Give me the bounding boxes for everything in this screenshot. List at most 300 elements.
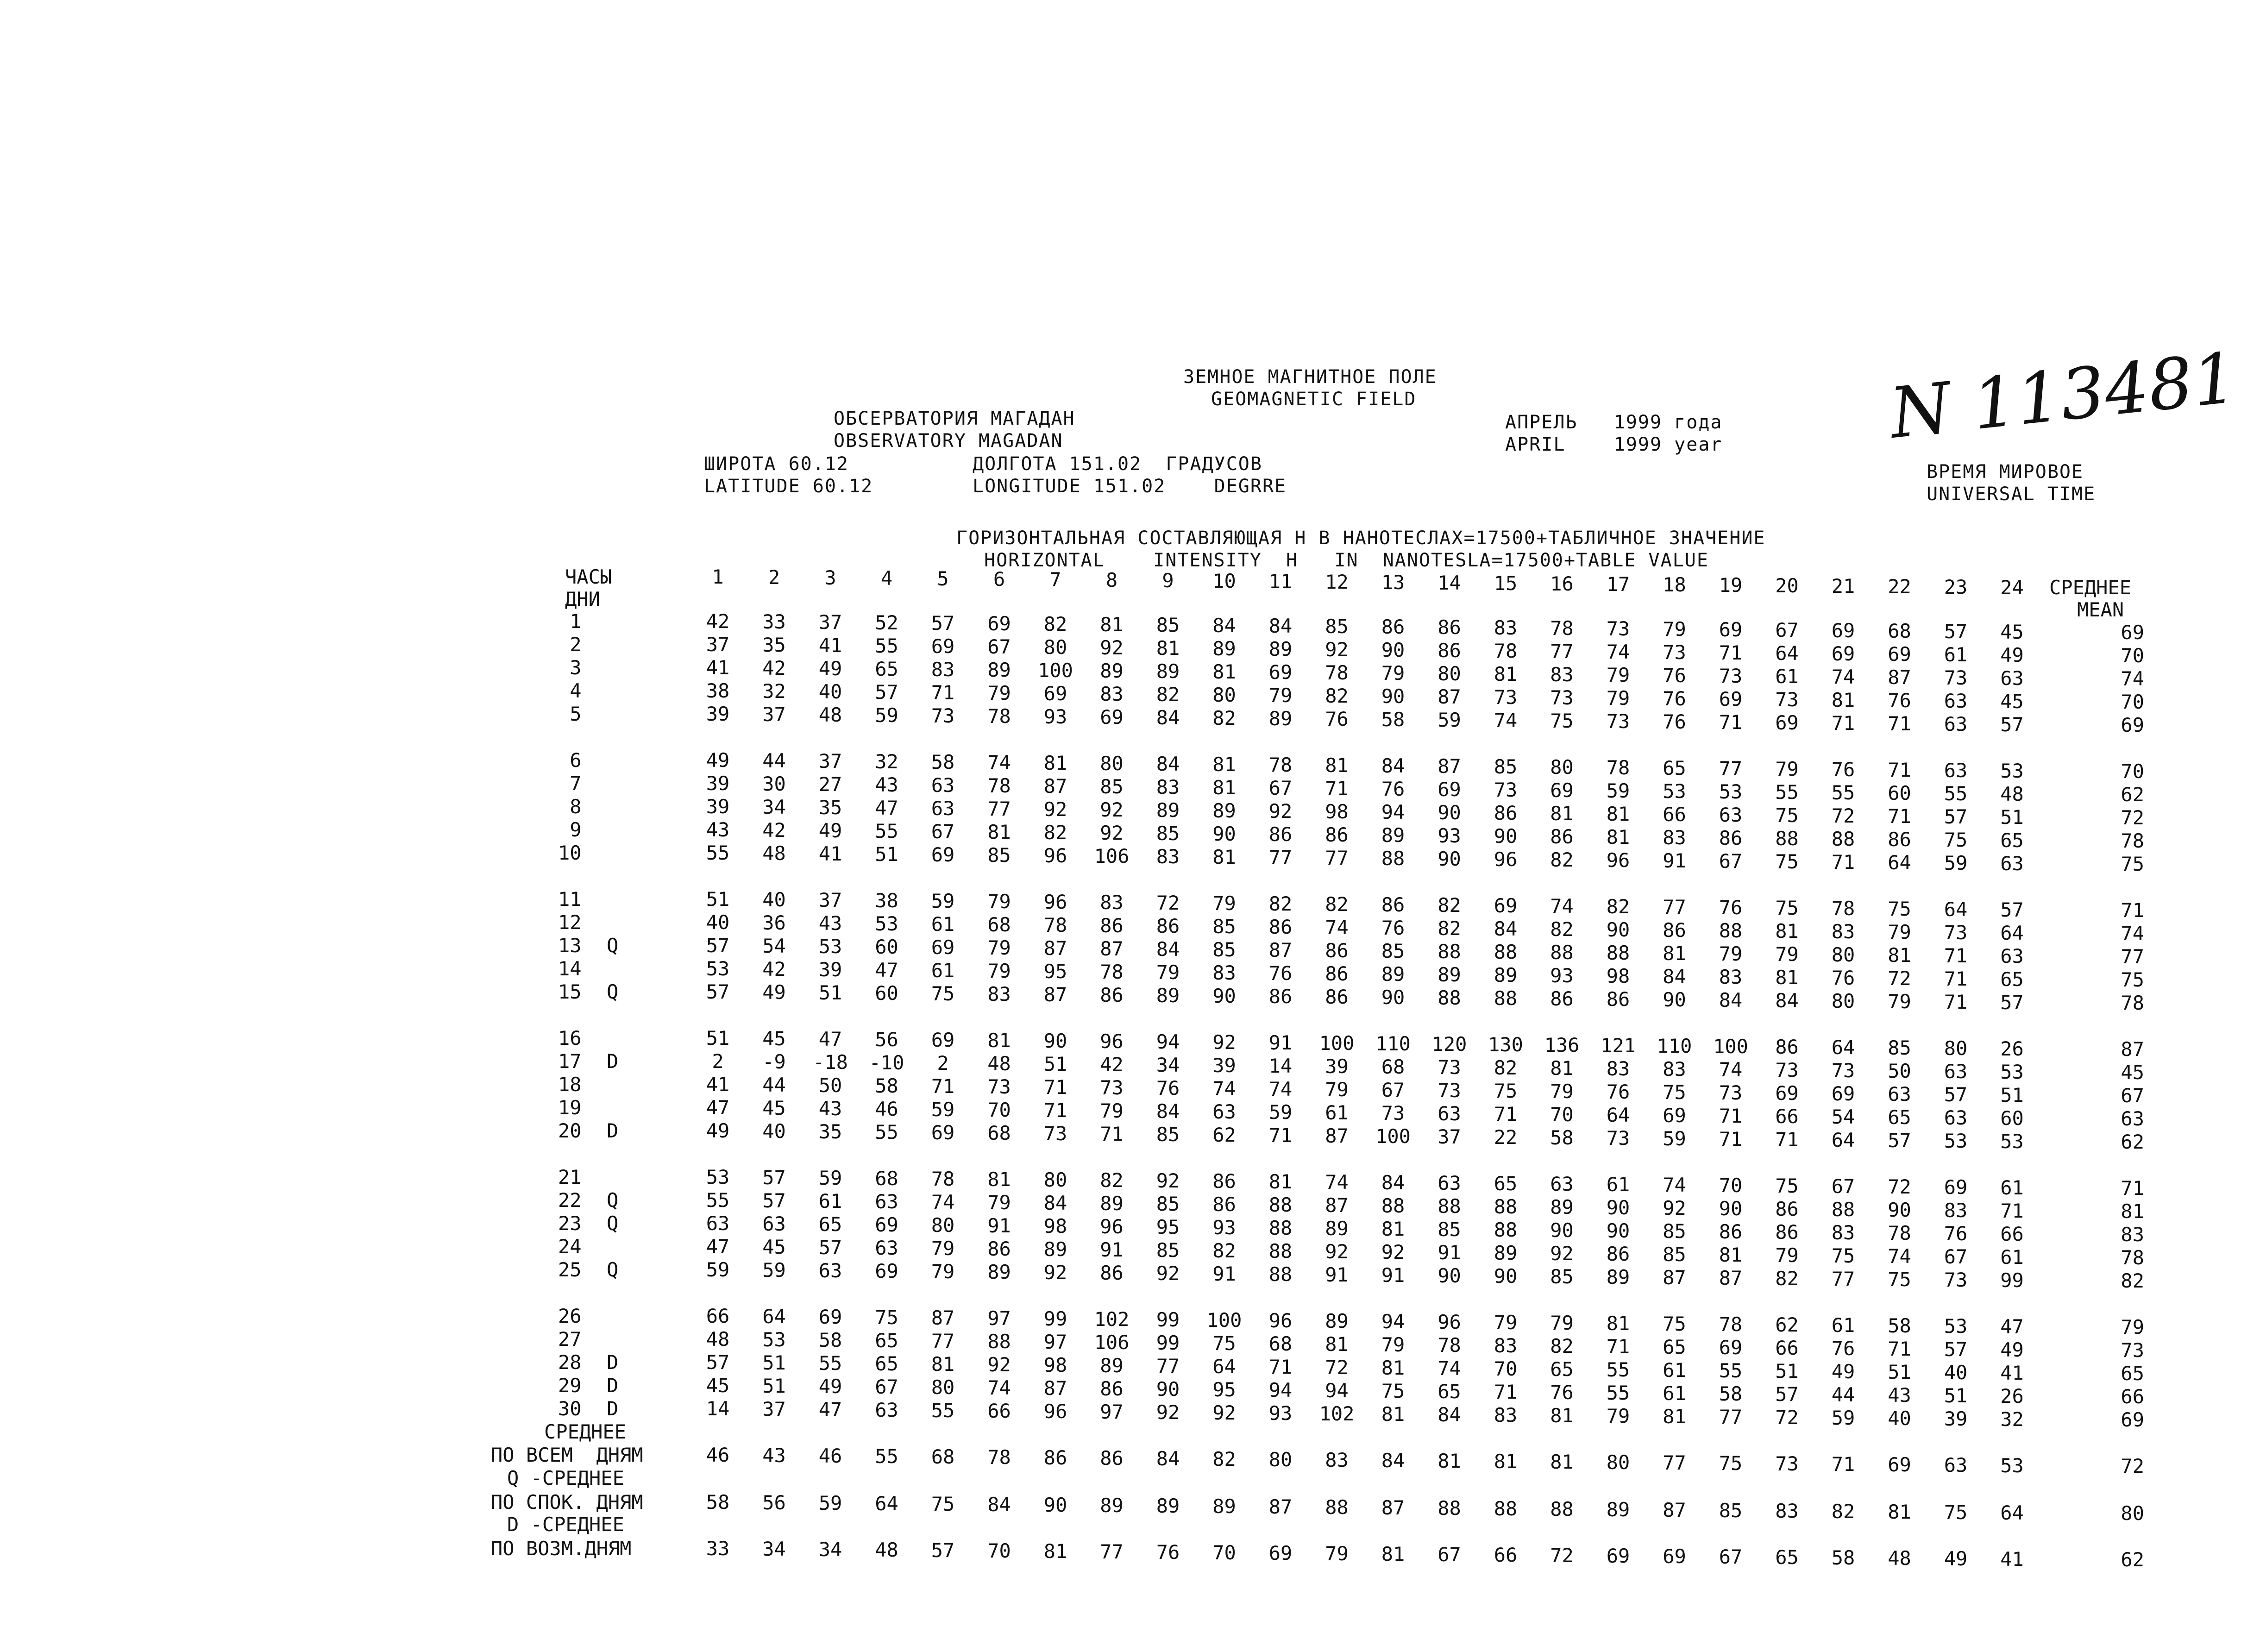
mean-day-3: 74 [2121, 667, 2144, 690]
value-day6-h15: 85 [1494, 755, 1518, 778]
summary-0-h18: 77 [1663, 1451, 1686, 1474]
value-day28-h15: 70 [1494, 1357, 1518, 1380]
value-day7-h7: 87 [1043, 775, 1067, 798]
mean-day-15: 78 [2121, 992, 2144, 1014]
value-day16-h5: 69 [931, 1029, 955, 1051]
value-day20-h9: 85 [1156, 1123, 1180, 1146]
value-day30-h23: 39 [1944, 1407, 1968, 1430]
value-day12-h13: 76 [1381, 917, 1405, 939]
value-day13-h10: 85 [1212, 938, 1236, 961]
value-day30-h2: 37 [762, 1398, 786, 1420]
value-day4-h21: 81 [1831, 689, 1855, 711]
value-day21-h3: 59 [818, 1167, 842, 1189]
value-day30-h20: 72 [1775, 1406, 1799, 1429]
summary-0-h13: 84 [1381, 1449, 1405, 1472]
value-day29-h20: 57 [1775, 1383, 1799, 1406]
value-day29-h16: 76 [1550, 1381, 1574, 1404]
value-day27-h20: 66 [1775, 1337, 1799, 1359]
value-day8-h4: 47 [875, 797, 898, 819]
summary-0-h3: 46 [818, 1445, 842, 1467]
value-day11-h3: 37 [818, 889, 842, 911]
value-day7-h19: 53 [1719, 780, 1743, 803]
value-day17-h14: 73 [1438, 1056, 1461, 1079]
value-day13-h15: 88 [1494, 941, 1518, 963]
value-day13-h22: 81 [1888, 944, 1911, 967]
value-day10-h2: 48 [762, 842, 786, 865]
value-day28-h13: 81 [1381, 1357, 1405, 1379]
value-day25-h13: 91 [1381, 1264, 1405, 1287]
value-day9-h9: 85 [1156, 822, 1180, 845]
hour-4: 4 [880, 567, 893, 590]
value-day10-h19: 67 [1719, 850, 1743, 873]
value-day24-h18: 85 [1663, 1243, 1686, 1266]
value-day28-h9: 77 [1156, 1355, 1180, 1377]
value-day21-h6: 81 [987, 1168, 1011, 1191]
value-day28-h2: 51 [762, 1351, 786, 1374]
value-day12-h3: 43 [818, 912, 842, 935]
value-day26-h8: 102 [1094, 1308, 1130, 1331]
value-day9-h22: 86 [1888, 828, 1911, 851]
day-flag-22: Q [607, 1189, 619, 1212]
value-day11-h10: 79 [1212, 892, 1236, 915]
value-day10-h9: 83 [1156, 845, 1180, 868]
value-day11-h20: 75 [1775, 897, 1799, 919]
value-day26-h18: 75 [1663, 1313, 1686, 1335]
mean-day-23: 83 [2121, 1223, 2144, 1246]
value-day11-h12: 82 [1325, 893, 1349, 916]
value-day15-h7: 87 [1043, 983, 1067, 1006]
day-label-9: 9 [558, 818, 582, 841]
value-day20-h17: 73 [1606, 1127, 1630, 1149]
value-day17-h8: 42 [1100, 1053, 1124, 1076]
observatory-en: OBSERVATORY MAGADAN [834, 430, 1063, 452]
value-day21-h17: 61 [1606, 1173, 1630, 1196]
summary-1-h6: 84 [987, 1493, 1011, 1516]
value-day17-h20: 73 [1775, 1059, 1799, 1081]
value-day14-h21: 76 [1831, 967, 1855, 989]
value-day14-h11: 76 [1268, 962, 1293, 985]
value-day1-h2: 33 [762, 610, 786, 633]
summary-1-h18: 87 [1663, 1499, 1686, 1521]
value-day28-h7: 98 [1043, 1354, 1067, 1376]
value-day7-h13: 76 [1381, 778, 1405, 800]
value-day30-h5: 55 [931, 1399, 955, 1422]
value-day12-h22: 79 [1888, 921, 1911, 943]
value-day10-h6: 85 [987, 844, 1011, 867]
value-day28-h8: 89 [1100, 1354, 1124, 1377]
summary-2-h2: 34 [762, 1538, 786, 1560]
summary-1-h9: 89 [1156, 1495, 1180, 1517]
value-day18-h23: 57 [1944, 1083, 1968, 1106]
value-day21-h7: 80 [1043, 1168, 1067, 1191]
value-day28-h17: 55 [1606, 1358, 1630, 1381]
value-day10-h15: 96 [1494, 848, 1518, 871]
value-day5-h11: 89 [1268, 707, 1293, 730]
mean-day-22: 81 [2121, 1200, 2144, 1223]
value-day23-h23: 76 [1944, 1222, 1968, 1245]
value-day3-h22: 87 [1888, 666, 1911, 689]
value-day26-h10: 100 [1206, 1309, 1242, 1332]
value-day20-h3: 35 [818, 1120, 842, 1143]
day-flag-29: D [607, 1374, 619, 1397]
value-day19-h7: 71 [1043, 1099, 1067, 1122]
value-day14-h7: 95 [1043, 960, 1067, 983]
hour-14: 14 [1438, 572, 1461, 594]
value-day4-h10: 80 [1212, 684, 1236, 706]
value-day22-h14: 88 [1438, 1195, 1461, 1218]
value-day14-h13: 89 [1381, 963, 1405, 986]
value-day18-h6: 73 [987, 1075, 1011, 1098]
value-day19-h21: 54 [1831, 1106, 1855, 1128]
day-label-15: 15 [558, 980, 582, 1003]
value-day4-h22: 76 [1888, 689, 1911, 712]
summary-prefix-2: D -СРЕДНЕЕ [507, 1513, 624, 1536]
value-day6-h21: 76 [1831, 758, 1855, 781]
value-day19-h5: 59 [931, 1098, 955, 1121]
value-day5-h20: 69 [1775, 711, 1799, 734]
value-day9-h21: 88 [1831, 828, 1855, 850]
value-day2-h21: 69 [1831, 642, 1855, 665]
value-day2-h16: 77 [1550, 640, 1574, 663]
value-day5-h6: 78 [987, 705, 1011, 728]
hour-13: 13 [1381, 571, 1405, 594]
hour-5: 5 [937, 567, 949, 590]
mean-day-24: 78 [2121, 1246, 2144, 1269]
value-day17-h4: -10 [869, 1051, 904, 1074]
value-day10-h17: 96 [1606, 849, 1630, 872]
value-day1-h15: 83 [1494, 616, 1518, 639]
value-day18-h16: 79 [1550, 1080, 1574, 1103]
mean-day-11: 71 [2121, 899, 2144, 922]
value-day25-h24: 99 [2000, 1269, 2024, 1292]
summary-1-h4: 64 [875, 1492, 898, 1515]
value-day8-h23: 57 [1944, 805, 1968, 828]
month-ru: АПРЕЛЬ 1999 года [1505, 412, 1723, 433]
value-day10-h10: 81 [1212, 846, 1236, 868]
value-day3-h20: 61 [1775, 665, 1799, 688]
value-day19-h16: 70 [1550, 1103, 1574, 1126]
value-day25-h17: 89 [1606, 1266, 1630, 1288]
value-day27-h16: 82 [1550, 1335, 1574, 1357]
value-day7-h10: 81 [1212, 776, 1236, 799]
mean-day-9: 78 [2121, 829, 2144, 852]
value-day20-h22: 57 [1888, 1129, 1911, 1152]
hour-18: 18 [1663, 573, 1686, 596]
value-day7-h2: 30 [762, 773, 786, 795]
value-day2-h17: 74 [1606, 641, 1630, 663]
value-day2-h22: 69 [1888, 643, 1911, 666]
day-label-4: 4 [558, 679, 582, 702]
mean-day-21: 71 [2121, 1177, 2144, 1200]
value-day6-h4: 32 [875, 750, 898, 773]
value-day5-h23: 63 [1944, 713, 1968, 735]
value-day29-h19: 58 [1719, 1382, 1743, 1405]
latitude-ru: ШИРОТА 60.12 [704, 453, 849, 475]
value-day9-h20: 88 [1775, 827, 1799, 850]
value-day17-h15: 82 [1494, 1056, 1518, 1079]
summary-2-h19: 67 [1719, 1545, 1743, 1568]
summary-2-h5: 57 [931, 1539, 955, 1562]
value-day2-h6: 67 [987, 635, 1011, 658]
value-day8-h3: 35 [818, 796, 842, 819]
value-day16-h21: 64 [1831, 1036, 1855, 1059]
value-day15-h10: 90 [1212, 985, 1236, 1007]
value-day9-h18: 83 [1663, 826, 1686, 849]
value-day3-h3: 49 [818, 657, 842, 680]
component-ru: ГОРИЗОНТАЛЬНАЯ СОСТАВЛЯЮЩАЯ H В НАНОТЕСЛАХ=17500+ТАБЛИЧНОЕ ЗНАЧЕНИЕ [956, 528, 1766, 549]
day-label-26: 26 [558, 1305, 582, 1327]
value-day5-h18: 76 [1663, 710, 1686, 733]
value-day26-h14: 96 [1438, 1311, 1461, 1333]
value-day7-h18: 53 [1663, 780, 1686, 803]
mean-header-en: MEAN [2077, 598, 2124, 621]
value-day21-h19: 70 [1719, 1174, 1743, 1197]
value-day17-h1: 2 [712, 1050, 724, 1073]
hour-11: 11 [1268, 570, 1293, 593]
value-day27-h13: 79 [1381, 1333, 1405, 1356]
day-flag-17: D [607, 1050, 619, 1073]
value-day8-h9: 89 [1156, 799, 1180, 822]
observatory-ru: ОБСЕРВАТОРИЯ МАГАДАН [834, 408, 1075, 429]
summary-2-h3: 34 [818, 1538, 842, 1561]
value-day18-h8: 73 [1100, 1076, 1124, 1099]
value-day30-h24: 32 [2000, 1408, 2024, 1431]
component-en: HORIZONTAL INTENSITY H IN NANOTESLA=17500+TABLE VALUE [984, 550, 1709, 571]
value-day2-h3: 41 [818, 634, 842, 657]
value-day24-h2: 45 [762, 1236, 786, 1258]
value-day16-h12: 100 [1319, 1032, 1355, 1055]
value-day18-h20: 69 [1775, 1082, 1799, 1105]
value-day3-h6: 89 [987, 659, 1011, 681]
value-day14-h12: 86 [1325, 962, 1349, 985]
value-day8-h24: 51 [2000, 806, 2024, 829]
value-day1-h21: 69 [1831, 619, 1855, 642]
mean-day-25: 82 [2121, 1269, 2144, 1292]
value-day20-h5: 69 [931, 1121, 955, 1144]
value-day8-h19: 63 [1719, 804, 1743, 826]
summary-1-h13: 87 [1381, 1496, 1405, 1519]
value-day9-h14: 93 [1438, 824, 1461, 847]
hour-7: 7 [1049, 568, 1061, 591]
summary-label-2: ПО ВОЗМ.ДНЯМ [491, 1537, 632, 1560]
value-day24-h22: 74 [1888, 1245, 1911, 1268]
value-day14-h5: 61 [931, 959, 955, 982]
value-day4-h15: 73 [1494, 686, 1518, 709]
value-day12-h11: 86 [1268, 916, 1293, 938]
value-day24-h4: 63 [875, 1237, 898, 1259]
value-day20-h10: 62 [1212, 1124, 1236, 1146]
value-day5-h4: 59 [875, 704, 898, 727]
value-day26-h2: 64 [762, 1305, 786, 1328]
value-day18-h2: 44 [762, 1074, 786, 1096]
value-day15-h4: 60 [875, 982, 898, 1005]
value-day25-h15: 90 [1494, 1265, 1518, 1288]
value-day19-h14: 63 [1438, 1102, 1461, 1125]
value-day7-h3: 27 [818, 773, 842, 796]
value-day5-h17: 73 [1606, 710, 1630, 733]
value-day18-h13: 67 [1381, 1079, 1405, 1101]
value-day16-h15: 130 [1488, 1033, 1523, 1056]
value-day24-h10: 82 [1212, 1239, 1236, 1262]
value-day23-h16: 90 [1550, 1219, 1574, 1242]
value-day15-h22: 79 [1888, 990, 1911, 1013]
value-day30-h8: 97 [1100, 1401, 1124, 1423]
value-day15-h16: 86 [1550, 987, 1574, 1010]
summary-1-h21: 82 [1831, 1500, 1855, 1523]
summary-mean-2: 62 [2121, 1548, 2144, 1571]
mean-day-8: 72 [2121, 806, 2144, 829]
value-day19-h12: 61 [1325, 1101, 1349, 1124]
value-day28-h16: 65 [1550, 1358, 1574, 1381]
value-day30-h12: 102 [1319, 1402, 1355, 1425]
hour-3: 3 [824, 566, 836, 589]
value-day28-h21: 49 [1831, 1360, 1855, 1383]
value-day20-h6: 68 [987, 1122, 1011, 1144]
value-day8-h7: 92 [1043, 798, 1067, 821]
value-day4-h9: 82 [1156, 683, 1180, 706]
day-label-21: 21 [558, 1166, 582, 1188]
value-day24-h24: 61 [2000, 1246, 2024, 1269]
value-day12-h8: 86 [1100, 914, 1124, 937]
value-day27-h2: 53 [762, 1328, 786, 1351]
summary-2-h9: 76 [1156, 1541, 1180, 1564]
value-day5-h1: 39 [706, 703, 730, 725]
serial-number: N 113481 [1886, 338, 2241, 454]
value-day12-h9: 86 [1156, 915, 1180, 937]
value-day24-h8: 91 [1100, 1238, 1124, 1261]
value-day30-h17: 79 [1606, 1405, 1630, 1427]
value-day28-h5: 81 [931, 1353, 955, 1376]
value-day1-h12: 85 [1325, 615, 1349, 638]
value-day18-h9: 76 [1156, 1077, 1180, 1099]
value-day1-h4: 52 [875, 611, 898, 634]
value-day20-h8: 71 [1100, 1123, 1124, 1145]
value-day3-h4: 65 [875, 658, 898, 680]
value-day7-h14: 69 [1438, 778, 1461, 801]
value-day7-h22: 60 [1888, 782, 1911, 804]
value-day19-h20: 66 [1775, 1105, 1799, 1128]
value-day29-h12: 94 [1325, 1379, 1349, 1402]
value-day5-h14: 59 [1438, 709, 1461, 731]
summary-label-1: ПО СПОК. ДНЯМ [491, 1491, 643, 1514]
value-day22-h3: 61 [818, 1190, 842, 1212]
value-day11-h22: 75 [1888, 898, 1911, 920]
day-label-17: 17 [558, 1050, 582, 1073]
value-day23-h20: 86 [1775, 1221, 1799, 1244]
value-day27-h24: 49 [2000, 1338, 2024, 1361]
value-day11-h7: 96 [1043, 891, 1067, 913]
mean-day-1: 69 [2121, 621, 2144, 644]
value-day29-h21: 44 [1831, 1383, 1855, 1406]
value-day24-h3: 57 [818, 1236, 842, 1259]
value-day13-h17: 88 [1606, 942, 1630, 964]
value-day3-h2: 42 [762, 657, 786, 679]
value-day18-h3: 50 [818, 1074, 842, 1097]
value-day6-h7: 81 [1043, 752, 1067, 774]
value-day14-h22: 72 [1888, 967, 1911, 990]
value-day12-h6: 68 [987, 913, 1011, 936]
value-day19-h22: 65 [1888, 1106, 1911, 1129]
mean-day-7: 62 [2121, 783, 2144, 806]
value-day19-h10: 63 [1212, 1100, 1236, 1123]
value-day12-h20: 81 [1775, 920, 1799, 942]
value-day22-h11: 88 [1268, 1193, 1293, 1216]
value-day20-h16: 58 [1550, 1126, 1574, 1149]
value-day25-h19: 87 [1719, 1267, 1743, 1289]
value-day17-h13: 68 [1381, 1055, 1405, 1078]
value-day22-h19: 90 [1719, 1197, 1743, 1220]
value-day11-h24: 57 [2000, 898, 2024, 921]
summary-2-h18: 69 [1663, 1545, 1686, 1568]
value-day12-h14: 82 [1438, 917, 1461, 940]
hour-23: 23 [1944, 576, 1968, 598]
latitude-en: LATITUDE 60.12 [704, 476, 873, 497]
summary-0-h23: 63 [1944, 1454, 1968, 1476]
value-day8-h12: 98 [1325, 800, 1349, 823]
value-day16-h1: 51 [706, 1027, 730, 1049]
value-day23-h2: 63 [762, 1212, 786, 1235]
value-day20-h24: 53 [2000, 1130, 2024, 1153]
value-day2-h12: 92 [1325, 638, 1349, 661]
value-day18-h18: 75 [1663, 1081, 1686, 1104]
title-ru: ЗЕМНОЕ МАГНИТНОЕ ПОЛЕ [1183, 366, 1437, 388]
value-day18-h11: 74 [1268, 1078, 1293, 1100]
value-day27-h22: 71 [1888, 1338, 1911, 1360]
summary-2-h24: 41 [2000, 1548, 2024, 1570]
value-day18-h24: 51 [2000, 1084, 2024, 1106]
value-day6-h22: 71 [1888, 759, 1911, 781]
value-day24-h15: 89 [1494, 1242, 1518, 1264]
value-day1-h22: 68 [1888, 620, 1911, 642]
summary-0-h6: 78 [987, 1446, 1011, 1469]
day-label-14: 14 [558, 957, 582, 980]
value-day19-h23: 63 [1944, 1106, 1968, 1129]
day-flag-13: Q [607, 934, 619, 957]
value-day3-h18: 76 [1663, 664, 1686, 687]
value-day20-h19: 71 [1719, 1128, 1743, 1150]
value-day15-h8: 86 [1100, 984, 1124, 1006]
value-day4-h24: 45 [2000, 690, 2024, 713]
value-day5-h21: 71 [1831, 712, 1855, 735]
value-day27-h11: 68 [1268, 1332, 1293, 1355]
value-day8-h8: 92 [1100, 798, 1124, 821]
hour-24: 24 [2000, 576, 2024, 599]
value-day14-h16: 93 [1550, 964, 1574, 987]
value-day27-h1: 48 [706, 1328, 730, 1350]
summary-1-h11: 87 [1268, 1495, 1293, 1518]
value-day11-h14: 82 [1438, 894, 1461, 917]
value-day30-h16: 81 [1550, 1404, 1574, 1427]
value-day26-h15: 79 [1494, 1311, 1518, 1334]
value-day23-h14: 85 [1438, 1218, 1461, 1241]
value-day14-h17: 98 [1606, 965, 1630, 987]
summary-0-h14: 81 [1438, 1450, 1461, 1472]
value-day19-h9: 84 [1156, 1100, 1180, 1123]
value-day7-h5: 63 [931, 774, 955, 797]
value-day21-h8: 82 [1100, 1169, 1124, 1192]
value-day25-h18: 87 [1663, 1266, 1686, 1289]
summary-0-h17: 80 [1606, 1451, 1630, 1474]
value-day28-h20: 51 [1775, 1360, 1799, 1382]
value-day19-h13: 73 [1381, 1102, 1405, 1124]
value-day23-h17: 90 [1606, 1219, 1630, 1242]
value-day5-h13: 58 [1381, 708, 1405, 731]
value-day3-h8: 89 [1100, 660, 1124, 682]
value-day30-h13: 81 [1381, 1403, 1405, 1426]
value-day10-h1: 55 [706, 842, 730, 864]
hour-21: 21 [1831, 575, 1855, 597]
hour-12: 12 [1325, 571, 1349, 593]
